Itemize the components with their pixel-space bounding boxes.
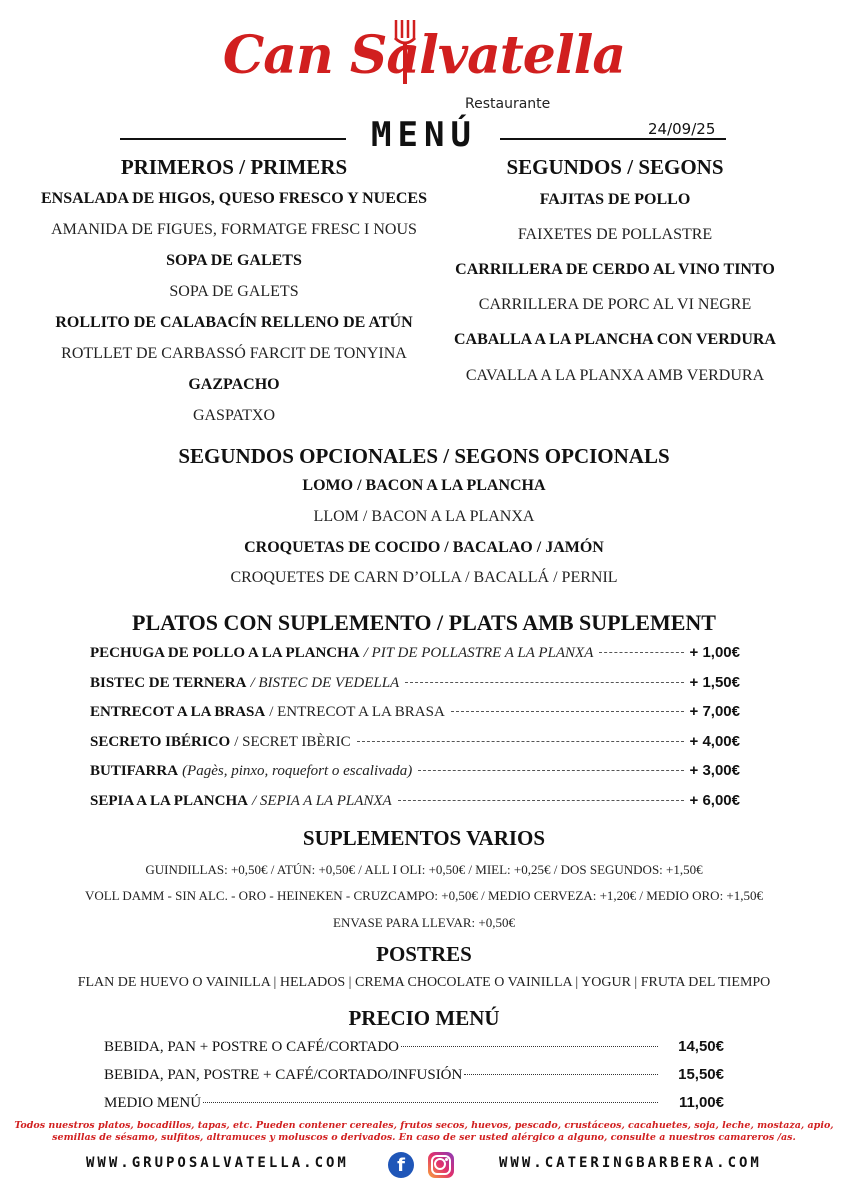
dish-translation: SOPA DE GALETS xyxy=(169,283,299,300)
supplement-alt: / PIT DE POLLASTRE A LA PLANXA xyxy=(363,645,594,661)
supplement-name: BUTIFARRA xyxy=(90,763,179,779)
supplement-row xyxy=(90,762,740,784)
dish-name: CABALLA A LA PLANCHA CON VERDURA xyxy=(454,331,776,348)
price-value: 14,50€ xyxy=(678,1038,724,1055)
dotted-leader xyxy=(203,1102,658,1103)
dish-name: GAZPACHO xyxy=(188,376,280,393)
extras-line: ENVASE PARA LLEVAR: +0,50€ xyxy=(333,915,515,930)
facebook-icon[interactable]: f xyxy=(388,1152,414,1178)
extras-line: GUINDILLAS: +0,50€ / ATÚN: +0,50€ / ALL I OLI: +0,50€ / MIEL: +0,25€ / DOS SEGUNDOS: +1,50€ xyxy=(145,862,703,877)
supplement-alt: / SEPIA A LA PLANXA xyxy=(251,793,392,809)
supplement-price: + 3,00€ xyxy=(689,762,740,779)
dish-translation: CAVALLA A LA PLANXA AMB VERDURA xyxy=(465,367,765,384)
price-label: MEDIO MENÚ xyxy=(104,1095,202,1111)
price-row xyxy=(104,1094,724,1116)
supplement-row xyxy=(90,674,740,696)
price-row xyxy=(104,1066,724,1088)
supplement-name: PECHUGA DE POLLO A LA PLANCHA xyxy=(90,645,360,661)
instagram-dot xyxy=(445,1158,448,1161)
supplement-name: BISTEC DE TERNERA xyxy=(90,675,247,691)
supplement-name: SECRETO IBÉRICO xyxy=(90,734,231,750)
allergen-notice: Todos nuestros platos, bocadillos, tapas, etc. Pueden contener cereales, frutos secos, huevos, pescado, crustáceos, cacahuetes, soja, leche, mostaza, apio, semillas de sésamo, sulfitos, altramuces y moluscos o derivados. En caso de ser usted alérgico a alguno, consulte a nuestros camareros /as. xyxy=(14,1120,834,1143)
supplement-alt: / BISTEC DE VEDELLA xyxy=(250,675,400,691)
price-label: BEBIDA, PAN, POSTRE + CAFÉ/CORTADO/INFUSIÓN xyxy=(104,1067,463,1083)
supplement-alt: (Pagès, pinxo, roquefort o escalivada) xyxy=(182,763,413,779)
supplement-row xyxy=(90,703,740,725)
dish-translation: ROTLLET DE CARBASSÓ FARCIT DE TONYINA xyxy=(61,345,407,362)
section-title-varios: SUPLEMENTOS VARIOS xyxy=(302,826,546,850)
restaurant-logo xyxy=(0,25,848,86)
supplement-row xyxy=(90,792,740,814)
dashed-leader xyxy=(599,652,683,653)
dashed-leader xyxy=(451,711,684,712)
dish-translation: CARRILLERA DE PORC AL VI NEGRE xyxy=(478,296,752,313)
dish-translation: CROQUETES DE CARN D’OLLA / BACALLÁ / PERNIL xyxy=(230,569,618,586)
footer-link-catering[interactable]: WWW.CATERINGBARBERA.COM xyxy=(499,1155,762,1171)
supplement-alt: / ENTRECOT A LA BRASA xyxy=(269,704,445,720)
supplement-name: SEPIA A LA PLANCHA xyxy=(90,793,248,809)
price-row xyxy=(104,1038,724,1060)
fork-icon xyxy=(390,18,420,88)
dish-name: SOPA DE GALETS xyxy=(166,252,302,269)
section-title-opcionales: SEGUNDOS OPCIONALES / SEGONS OPCIONALS xyxy=(178,444,670,468)
price-label: BEBIDA, PAN + POSTRE O CAFÉ/CORTADO xyxy=(104,1039,400,1055)
section-title-precio: PRECIO MENÚ xyxy=(348,1006,500,1030)
supplement-price: + 1,00€ xyxy=(689,644,740,661)
supplement-name: ENTRECOT A LA BRASA xyxy=(90,704,266,720)
supplement-price: + 4,00€ xyxy=(689,733,740,750)
dish-name: CROQUETAS DE COCIDO / BACALAO / JAMÓN xyxy=(244,539,604,556)
menu-date: 24/09/25 xyxy=(648,120,716,138)
instagram-icon[interactable] xyxy=(428,1152,454,1178)
section-title-segundos: SEGUNDOS / SEGONS xyxy=(506,155,724,179)
dish-name: LOMO / BACON A LA PLANCHA xyxy=(302,477,546,494)
logo-subtitle: Restaurante xyxy=(465,96,551,112)
extras-line: VOLL DAMM - SIN ALC. - ORO - HEINEKEN - CRUZCAMPO: +0,50€ / MEDIO CERVEZA: +1,20€ / MEDIO ORO: +1,50€ xyxy=(84,888,764,903)
supplement-alt: / SECRET IBÈRIC xyxy=(234,734,351,750)
dotted-leader xyxy=(401,1046,658,1047)
dashed-leader xyxy=(405,682,683,683)
dashed-leader xyxy=(418,770,683,771)
dashed-leader xyxy=(357,741,684,742)
price-value: 15,50€ xyxy=(678,1066,724,1083)
divider-right xyxy=(500,138,726,140)
section-title-suplemento: PLATOS CON SUPLEMENTO / PLATS AMB SUPLEMENT xyxy=(132,610,716,635)
dish-translation: GASPATXO xyxy=(192,407,276,424)
dotted-leader xyxy=(464,1074,658,1075)
price-value: 11,00€ xyxy=(678,1094,724,1111)
supplement-row xyxy=(90,644,740,666)
supplement-price: + 1,50€ xyxy=(689,674,740,691)
section-title-postres: POSTRES xyxy=(376,942,472,966)
dish-translation: FAIXETES DE POLLASTRE xyxy=(517,226,713,243)
dish-name: ENSALADA DE HIGOS, QUESO FRESCO Y NUECES xyxy=(40,190,427,207)
dashed-leader xyxy=(398,800,684,801)
menu-title: MENÚ xyxy=(371,115,477,155)
logo-text: Can Salvatella xyxy=(222,25,626,86)
footer-link-salvatella[interactable]: WWW.GRUPOSALVATELLA.COM xyxy=(86,1155,349,1171)
dish-name: ROLLITO DE CALABACÍN RELLENO DE ATÚN xyxy=(55,314,413,331)
supplement-row xyxy=(90,733,740,755)
dish-translation: LLOM / BACON A LA PLANXA xyxy=(313,508,535,525)
supplement-price: + 7,00€ xyxy=(689,703,740,720)
section-title-primeros: PRIMEROS / PRIMERS xyxy=(120,155,348,179)
dish-translation: AMANIDA DE FIGUES, FORMATGE FRESC I NOUS xyxy=(51,221,417,238)
dish-name: FAJITAS DE POLLO xyxy=(539,191,691,208)
desserts-line: FLAN DE HUEVO O VAINILLA | HELADOS | CREMA CHOCOLATE O VAINILLA | YOGUR | FRUTA DEL TIEMPO xyxy=(77,975,771,990)
dish-name: CARRILLERA DE CERDO AL VINO TINTO xyxy=(455,261,775,278)
supplement-price: + 6,00€ xyxy=(689,792,740,809)
